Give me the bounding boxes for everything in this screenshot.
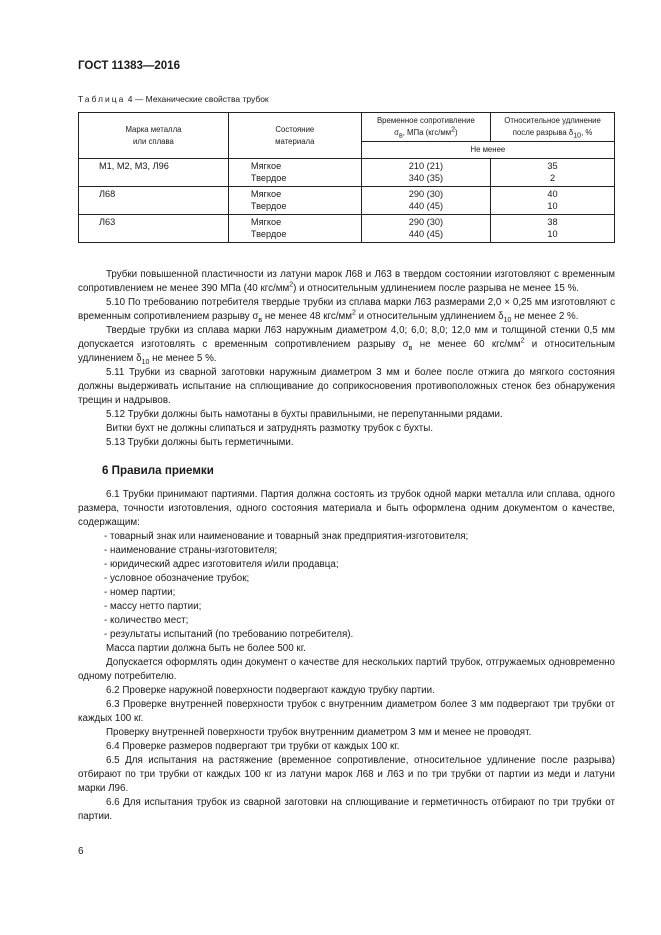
paragraph: Трубки повышенной пластичности из латуни марок Л68 и Л63 в твердом состоянии изготовляют с временным сопротивлением не менее 390 МПа (40 кгс/$мм^2$) и относительным удлинением после разрыва не менее 15 %. — [78, 269, 615, 294]
paragraph-6-1: 6.1 Трубки принимают партиями. Партия должна состоять из трубок одной марки металла или сплава, одного размера, точности изготовления, одного состояния материала и быть оформлена одним документом о качестве, содержащим: — [78, 489, 615, 528]
list-item: - товарный знак или наименование и товарный знак предприятия-изготовителя; — [104, 531, 469, 542]
list-item: - юридический адрес изготовителя и/или продавца; — [104, 559, 339, 570]
cell-elongation: 38 10 — [491, 215, 615, 243]
col-header-strength: Временное сопротивление $\sigma_в$, МПа $(кгс/мм^2)$ — [361, 113, 490, 142]
cell-strength: 290 (30) 440 (45) — [361, 187, 490, 215]
table-row — [79, 215, 615, 243]
body-text — [78, 268, 615, 824]
col-header-not-less: Не менее — [361, 142, 614, 159]
paragraph: Проверку внутренней поверхности трубок внутренним диаметром 3 мм и менее не проводят. — [106, 727, 532, 738]
paragraph-5-11: 5.11 Трубки из сварной заготовки наружным диаметром 3 мм и более после отжига до мягкого состояния должны выдерживать испытание на сплющивание до соприкосновения противоположных стенок без обнаружения трещин и надрывов. — [78, 367, 615, 406]
col-header-elongation: Относительное удлинение после разрыва $\delta_{10}$, % — [491, 113, 615, 142]
paragraph: Витки бухт не должны слипаться и затруднять размотку трубок с бухты. — [106, 423, 434, 434]
paragraph-6-5: 6.5 Для испытания на растяжение (временное сопротивление, относительное удлинение после разрыва) отбирают по три трубки от каждых 100 кг из латуни марок Л68 и Л63 и по три трубки от партии из меди и латуни марки Л96. — [78, 755, 615, 794]
table-row — [79, 159, 615, 187]
list-item: - массу нетто партии; — [104, 601, 202, 612]
table-caption — [78, 94, 269, 104]
cell-elongation: 35 2 — [491, 159, 615, 187]
paragraph: Твердые трубки из сплава марки Л63 наружным диаметром 4,0; 6,0; 8,0; 12,0 мм и толщиной стенки 0,5 мм допускается изготовлять с временным сопротивлением разрыву $\sigma_в$ не менее 60 кгс/$мм^2$ и относительным удлинением $\delta_{10}$ не менее 5 %. — [78, 325, 616, 366]
section-6-title: 6 Правила приемки — [102, 464, 214, 477]
cell-state: Мягкое Твердое — [228, 187, 361, 215]
paragraph-5-13: 5.13 Трубки должны быть герметичными. — [106, 437, 294, 448]
cell-grade: М1, М2, М3, Л96 — [79, 159, 229, 187]
col-header-state: Состояние материала — [228, 113, 361, 159]
table-caption-title: 4 — Механические свойства трубок — [127, 94, 269, 104]
list-item: - результаты испытаний (по требованию потребителя). — [104, 629, 354, 640]
paragraph-6-3: 6.3 Проверке внутренней поверхности трубок с внутренним диаметром более 3 мм подвергают три трубки от каждых 100 кг. — [78, 699, 615, 724]
paragraph-5-10: 5.10 По требованию потребителя твердые трубки из сплава марки Л63 размерами 2,0 × 0,25 мм изготовляют с временным сопротивлением разрыву $\sigma_в$ не менее 48 кгс/$мм^2$ и относительным удлинением $\delta_{10}$ не менее 2 %. — [78, 297, 615, 324]
cell-state: Мягкое Твердое — [228, 215, 361, 243]
table-caption-word: Таблица — [78, 94, 126, 104]
col-header-grade: Марка металла или сплава — [79, 113, 229, 159]
cell-grade: Л68 — [79, 187, 229, 215]
list-item: - номер партии; — [104, 587, 176, 598]
paragraph: Допускается оформлять один документ о качестве для нескольких партий трубок, отгружаемых одновременно одному потребителю. — [78, 657, 615, 682]
cell-state: Мягкое Твердое — [228, 159, 361, 187]
cell-grade: Л63 — [79, 215, 229, 243]
list-item: - условное обозначение трубок; — [104, 573, 250, 584]
mechanical-properties-table — [78, 112, 615, 243]
paragraph-6-6: 6.6 Для испытания трубок из сварной заготовки на сплющивание и герметичность отбирают по три трубки от партии. — [78, 797, 615, 822]
cell-elongation: 40 10 — [491, 187, 615, 215]
cell-strength: 290 (30) 440 (45) — [361, 215, 490, 243]
paragraph: Масса партии должна быть не более 500 кг. — [106, 643, 306, 654]
list-item: - количество мест; — [104, 615, 189, 626]
paragraph-6-2: 6.2 Проверке наружной поверхности подвергают каждую трубку партии. — [106, 685, 435, 696]
cell-strength: 210 (21) 340 (35) — [361, 159, 490, 187]
paragraph-5-12: 5.12 Трубки должны быть намотаны в бухты правильными, не перепутанными рядами. — [106, 409, 503, 420]
table-row — [79, 187, 615, 215]
list-item: - наименование страны-изготовителя; — [104, 545, 278, 556]
standard-header: ГОСТ 11383—2016 — [78, 60, 180, 72]
page-number: 6 — [78, 846, 84, 857]
paragraph-6-4: 6.4 Проверке размеров подвергают три трубки от каждых 100 кг. — [106, 741, 400, 752]
